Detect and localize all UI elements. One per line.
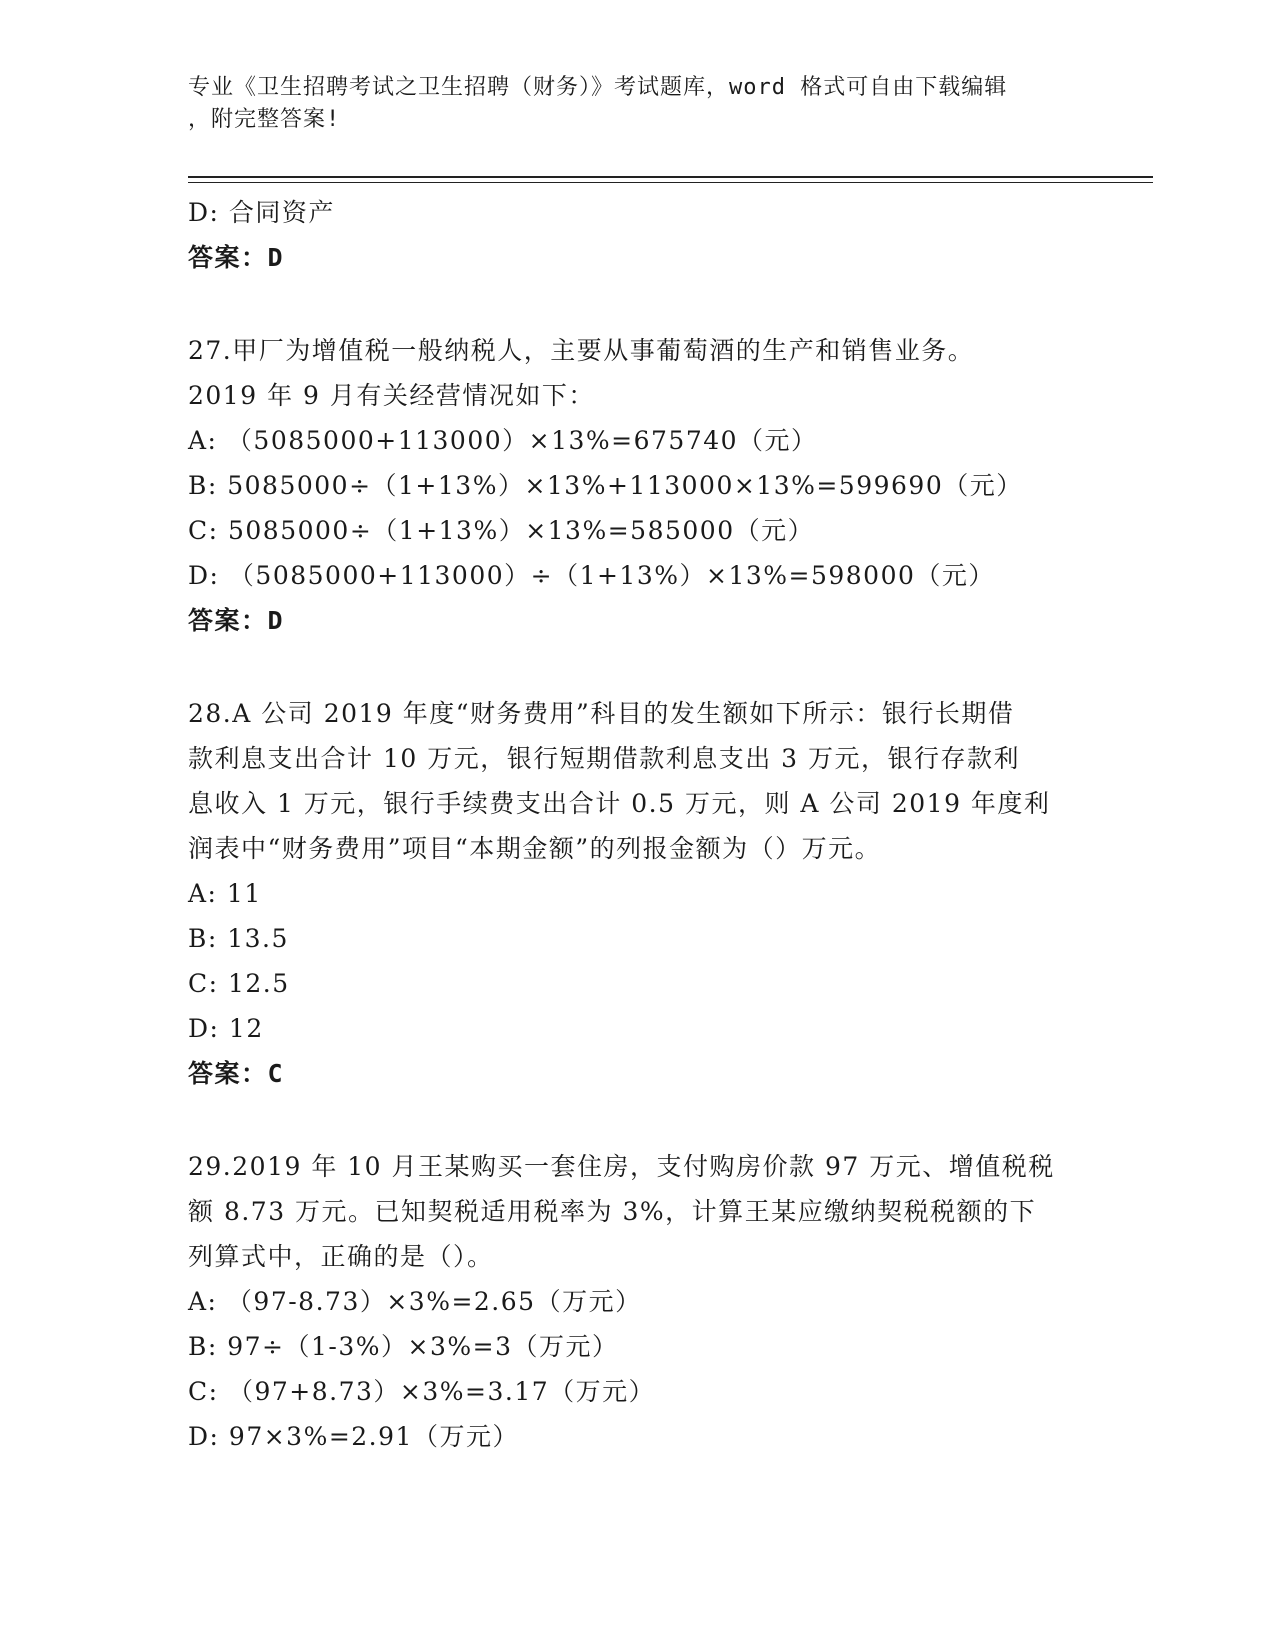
- option-c: C: （97+8.73）×3%=3.17（万元）: [188, 1377, 656, 1406]
- option-d: D: （5085000+113000）÷（1+13%）×13%=598000（元）: [188, 561, 995, 590]
- question-stem: 2019 年 9 月有关经营情况如下：: [188, 381, 595, 410]
- question-list: [188, 190, 1108, 1459]
- question-28: [188, 691, 1108, 1096]
- option-b: B: 5085000÷（1+13%）×13%+113000×13%=599690（元）: [188, 471, 1023, 500]
- question-stem: 27.甲厂为增值税一般纳税人，主要从事葡萄酒的生产和销售业务。: [188, 336, 975, 365]
- question-stem: 28.A 公司 2019 年度“财务费用”科目的发生额如下所示：银行长期借: [188, 699, 1015, 728]
- question-stem: 列算式中，正确的是（）。: [188, 1242, 494, 1271]
- header-title-line-1: 专业《卫生招聘考试之卫生招聘（财务）》考试题库，word 格式可自由下载编辑: [188, 75, 1008, 100]
- option-c: C: 5085000÷（1+13%）×13%=585000（元）: [188, 516, 815, 545]
- question-29: [188, 1144, 1108, 1459]
- answer-line: 答案：C: [188, 1059, 285, 1088]
- header-title-line-2: ，附完整答案!: [188, 107, 341, 132]
- question-stem: 款利息支出合计 10 万元，银行短期借款利息支出 3 万元，银行存款利: [188, 744, 1021, 773]
- option-b: B: 97÷（1-3%）×3%=3（万元）: [188, 1332, 619, 1361]
- option-a: A: （5085000+113000）×13%=675740（元）: [188, 426, 818, 455]
- option-d: D: 合同资产: [188, 198, 335, 227]
- option-d: D: 97×3%=2.91（万元）: [188, 1422, 519, 1451]
- option-c: C: 12.5: [188, 969, 290, 998]
- option-a: A: （97-8.73）×3%=2.65（万元）: [188, 1287, 642, 1316]
- answer-line: 答案：D: [188, 606, 285, 635]
- question-stem: 29.2019 年 10 月王某购买一套住房，支付购房价款 97 万元、增值税税: [188, 1152, 1055, 1181]
- question-26-tail: [188, 190, 1108, 280]
- question-27: [188, 328, 1108, 643]
- answer-line: 答案：D: [188, 243, 285, 272]
- question-stem: 润表中“财务费用”项目“本期金额”的列报金额为（）万元。: [188, 834, 882, 863]
- question-stem: 息收入 1 万元，银行手续费支出合计 0.5 万元，则 A 公司 2019 年度利: [188, 789, 1051, 818]
- question-stem: 额 8.73 万元。已知契税适用税率为 3%，计算王某应缴纳契税税额的下: [188, 1197, 1037, 1226]
- header-divider-thin: [188, 182, 1153, 183]
- option-d: D: 12: [188, 1014, 264, 1043]
- option-a: A: 11: [188, 879, 262, 908]
- header-divider: [188, 176, 1153, 178]
- option-b: B: 13.5: [188, 924, 289, 953]
- page-header: [188, 72, 1088, 136]
